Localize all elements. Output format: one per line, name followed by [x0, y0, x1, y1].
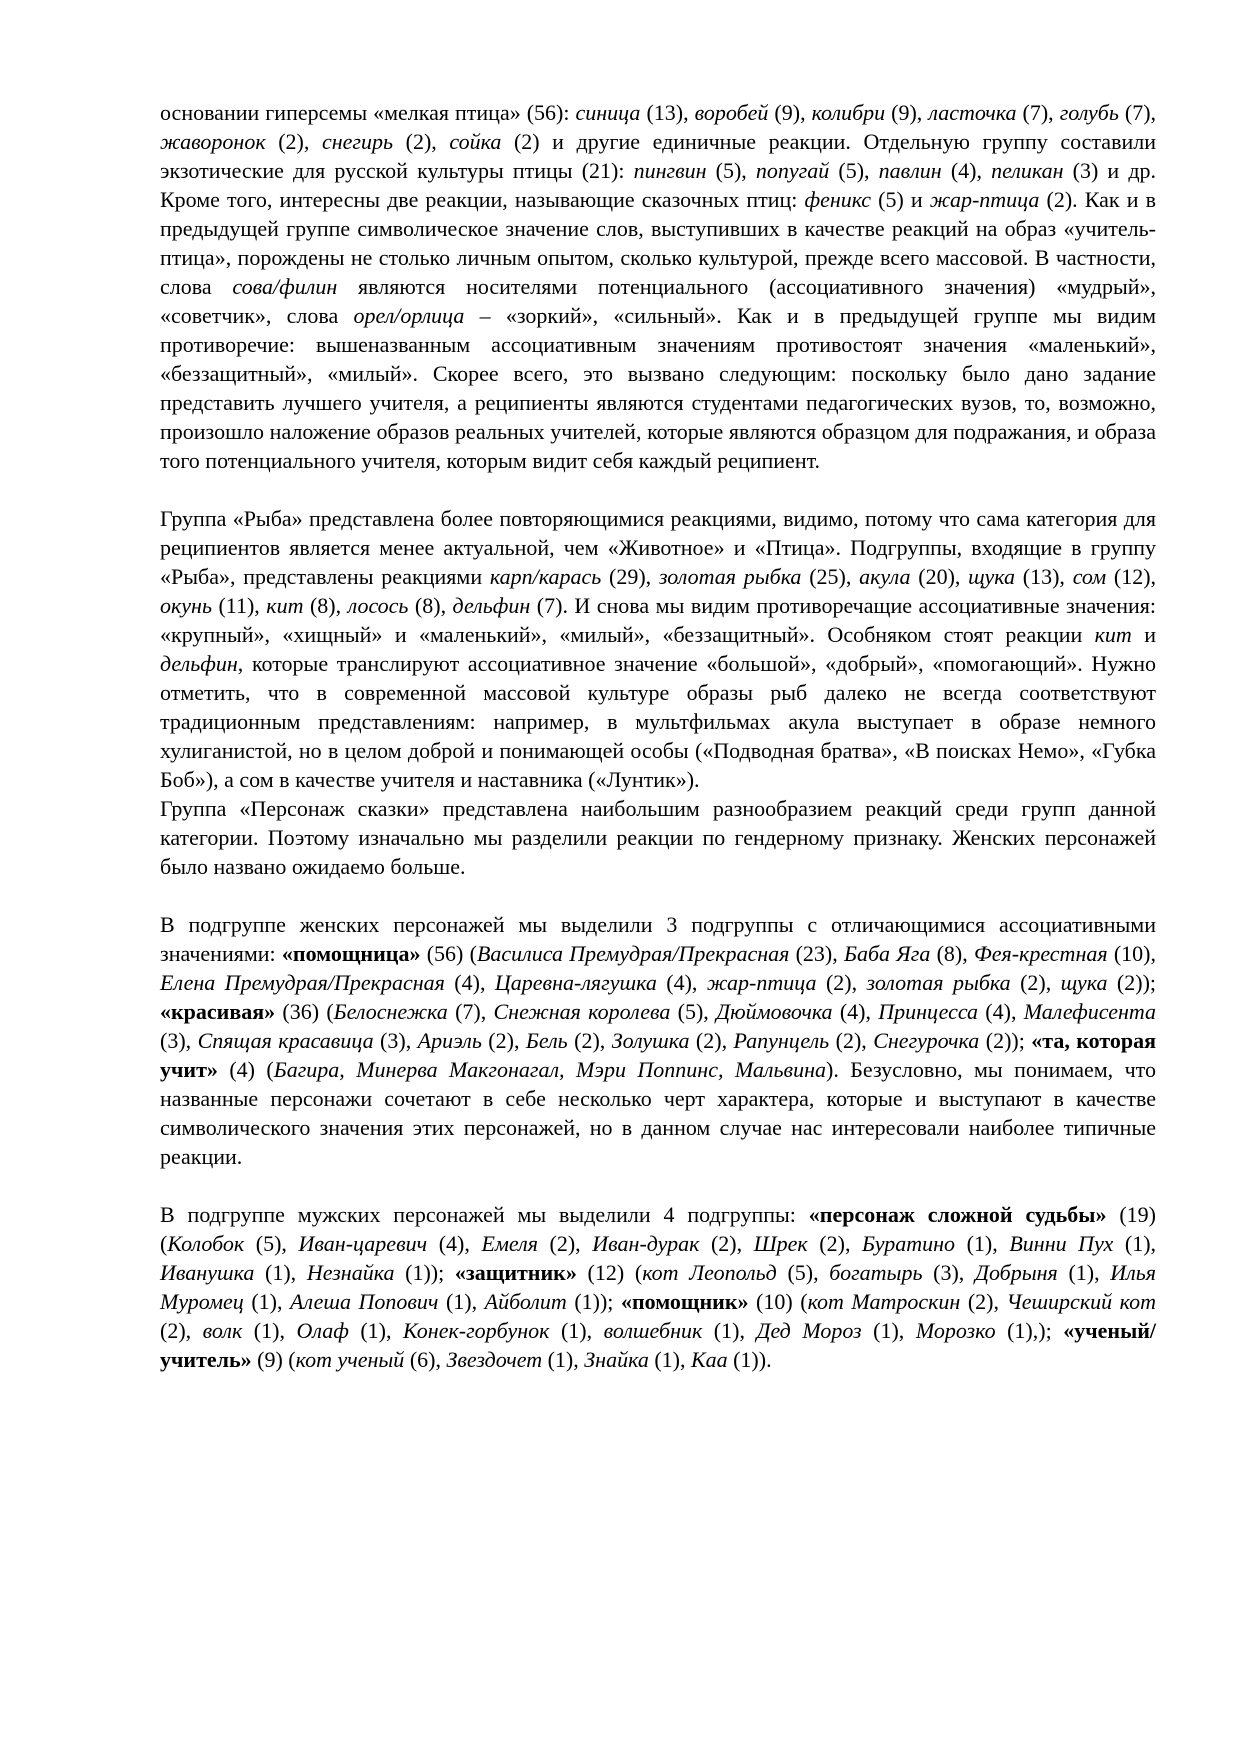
text-run: Винни Пух [1009, 1231, 1114, 1256]
text-run: основании гиперсемы «мелкая птица» (56): [160, 100, 576, 125]
text-run: (3), [160, 1028, 198, 1053]
paragraph [160, 98, 1156, 475]
text-run: Звездочет [446, 1347, 543, 1372]
text-run: (2), [689, 1028, 734, 1053]
text-run: (4), [941, 158, 992, 183]
text-run: щука [1060, 970, 1108, 995]
paragraph [160, 910, 1156, 1171]
text-run: Шрек [753, 1231, 808, 1256]
text-run: Ариэль [417, 1028, 482, 1053]
text-run: Айболит [484, 1289, 567, 1314]
text-run: В подгруппе мужских персонажей мы выделили 4 подгруппы: [160, 1202, 809, 1227]
text-run: Каа [690, 1347, 728, 1372]
text-run: (4), [427, 1231, 482, 1256]
text-run: (1), [702, 1318, 757, 1343]
text-run: Спящая красавица [197, 1028, 374, 1053]
text-run: (8), [930, 941, 975, 966]
text-run: (2), [481, 1028, 526, 1053]
text-run: (13), [1015, 564, 1073, 589]
text-run: (5), [670, 999, 717, 1024]
text-run: голубь [1059, 100, 1119, 125]
text-run: (1)); [394, 1260, 455, 1285]
text-run: Дюймовочка [716, 999, 833, 1024]
text-run: Олаф [296, 1318, 349, 1343]
text-run: (1)); [566, 1289, 621, 1314]
text-run: «помощник» [620, 1289, 749, 1314]
text-run: Снегурочка [873, 1028, 980, 1053]
text-run: (2), [1010, 970, 1061, 995]
text-run: акула [859, 564, 911, 589]
text-run: (2), [160, 1318, 203, 1343]
text-run: жар-птица [929, 187, 1040, 212]
text-run: В подгруппе женских персонажей мы выделили 3 подгруппы с отличающимися ассоциативными значениями: [160, 912, 1156, 966]
text-run: Чеширский кот [1006, 1289, 1156, 1314]
text-run: Незнайка [306, 1260, 395, 1285]
text-run: (1), [955, 1231, 1010, 1256]
text-run: (5), [244, 1231, 299, 1256]
text-run: (3) и др. Кроме того, интересны две реакции, называющие сказочных птиц: [160, 158, 1157, 212]
text-run: жаворонок [160, 129, 266, 154]
text-run: кот Леопольд [642, 1260, 777, 1285]
text-run: волшебник [603, 1318, 703, 1343]
text-run: (3), [922, 1260, 975, 1285]
text-run: (2), [807, 1231, 863, 1256]
text-run: (8), [303, 593, 348, 618]
text-run: феникс [804, 187, 872, 212]
document-body [160, 98, 1156, 1374]
text-run: (2), [816, 970, 867, 995]
text-run: попугай [755, 158, 830, 183]
text-run: (3), [373, 1028, 418, 1053]
text-run: «красивая» [160, 999, 276, 1024]
text-run: Буратино [862, 1231, 956, 1256]
text-run: колибри [811, 100, 886, 125]
text-run: (23), [789, 941, 845, 966]
text-run: «та, которая учит» [160, 1028, 1157, 1082]
text-run: Иван-царевич [298, 1231, 428, 1256]
text-run: Алеша Попович [290, 1289, 439, 1314]
text-run: (6), [404, 1347, 447, 1372]
text-run: синица [575, 100, 641, 125]
text-run: Группа «Персонаж сказки» представлена наибольшим разнообразием реакций среди групп данной категории. Поэтому изначально мы разделили реакции по гендерному признаку. Женских персонажей было названо ожидаемо больше. [160, 796, 1156, 879]
text-run: Царевна-лягушка [494, 970, 657, 995]
text-run: (12) ( [576, 1260, 643, 1285]
text-run: (5), [829, 158, 879, 183]
text-run: богатырь [829, 1260, 923, 1285]
text-run: (12), [1106, 564, 1157, 589]
text-run: (2), [829, 1028, 874, 1053]
text-run: павлин [878, 158, 942, 183]
text-run: (2), [537, 1231, 593, 1256]
text-run: Группа «Рыба» представлена более повторяющимися реакциями, видимо, потому что сама категория для реципиентов является менее актуальной, чем «Животное» и «Птица». Подгруппы, входящие в группу «Рыба», представлены реакциями [160, 506, 1156, 589]
text-run: (7). И снова мы видим противоречащие ассоциативные значения: «крупный», «хищный» и «маленький», «милый», «беззащитный». Особняком стоят реакции [160, 593, 1157, 647]
text-run: (56) ( [420, 941, 477, 966]
text-run: Рапунцель [733, 1028, 830, 1053]
text-run: (13), [640, 100, 695, 125]
paragraph [160, 504, 1156, 794]
text-run: (1), [1057, 1260, 1111, 1285]
text-run: Знайка [584, 1347, 649, 1372]
text-run: (1), [254, 1260, 307, 1285]
text-run: (1), [549, 1318, 604, 1343]
text-run: (4), [656, 970, 707, 995]
text-run: жар-птица [706, 970, 817, 995]
text-run: кот ученый [295, 1347, 405, 1372]
text-run: «защитник» [454, 1260, 577, 1285]
text-run: дельфин [452, 593, 531, 618]
text-run: Василиса Премудрая/Прекрасная [476, 941, 790, 966]
text-run: карп/карась [489, 564, 602, 589]
text-run: являются носителями потенциального (ассоциативного значения) «мудрый», «советчик», слова [160, 274, 1157, 328]
text-run: дельфин [160, 651, 238, 676]
text-run: (7), [1016, 100, 1060, 125]
text-run: (36) ( [275, 999, 334, 1024]
text-run: (2), [567, 1028, 612, 1053]
text-run: (1), [1113, 1231, 1157, 1256]
text-run: (2). Как и в предыдущей группе символическое значение слов, выступивших в качестве реакций на образ «учитель-птица», порождены не столько личным опытом, сколько культурой, прежде всего массовой. В частности, слова [160, 187, 1156, 299]
paragraph [160, 1200, 1156, 1374]
text-run: волк [202, 1318, 243, 1343]
text-run: Добрыня [974, 1260, 1058, 1285]
text-run: золотая рыбка [658, 564, 802, 589]
text-run: Багира, Минерва Макгонагал, Мэри Поппинс, Мальвина [273, 1057, 827, 1082]
text-run: воробей [694, 100, 769, 125]
text-run: (9), [885, 100, 929, 125]
text-run: (1), [648, 1347, 691, 1372]
text-run: (5), [776, 1260, 830, 1285]
text-run: пеликан [991, 158, 1064, 183]
text-run: (19) ( [160, 1202, 1157, 1256]
text-run: (7), [447, 999, 494, 1024]
text-run: Морозко [915, 1318, 996, 1343]
text-run: – «зоркий», «сильный». Как и в предыдущей группе мы видим противоречие: вышеназванным ассоциативным значениям противостоят значения «маленький», «беззащитный», «милый». Скорее всего, это вызвано следующим: поскольку было дано задание представить лучшего учителя, а реципиенты являются студентами педагогических вузов, то, возможно, произошло наложение образов реальных учителей, которые являются образцом для подражания, и образа того потенциального учителя, которым видит себя каждый реципиент. [160, 303, 1156, 473]
text-run: (1), [542, 1347, 585, 1372]
text-run: (5), [706, 158, 756, 183]
text-run: (2), [265, 129, 322, 154]
text-run: (2)); [1107, 970, 1157, 995]
text-run: (10), [1107, 941, 1156, 966]
text-run: окунь [160, 593, 212, 618]
text-run: лосось [347, 593, 409, 618]
text-run: (29), [601, 564, 659, 589]
text-run: золотая рыбка [866, 970, 1011, 995]
text-run: (1), [243, 1289, 290, 1314]
text-run: Золушка [611, 1028, 690, 1053]
text-run: (1), [348, 1318, 404, 1343]
text-run: (2) и другие единичные реакции. Отдельную группу составили экзотические для русской культуры птицы (21): [160, 129, 1156, 183]
text-run: Конек-горбунок [403, 1318, 550, 1343]
text-run: ). Безусловно, мы понимаем, что названные персонажи сочетают в себе несколько черт характера, которые и выступают в качестве символического значения этих персонажей, но в данном случае нас интересовали наиболее типичные реакции. [160, 1057, 1156, 1169]
text-run: (4), [978, 999, 1024, 1024]
text-run: (1),); [995, 1318, 1064, 1343]
text-run: (2), [699, 1231, 754, 1256]
text-run: Малефисента [1023, 999, 1157, 1024]
text-run: (1), [861, 1318, 916, 1343]
text-run: Принцесса [878, 999, 979, 1024]
text-run: «ученый/учитель» [160, 1318, 1157, 1372]
text-run: орел/орлица [353, 303, 465, 328]
text-run: (7), [1118, 100, 1157, 125]
text-run: кот Матроскин [807, 1289, 961, 1314]
text-run: (9), [768, 100, 812, 125]
text-run: (9) ( [251, 1347, 296, 1372]
text-run: (8), [408, 593, 453, 618]
text-run: кит [266, 593, 304, 618]
text-run: (5) и [871, 187, 930, 212]
text-run: Иванушка [160, 1260, 255, 1285]
text-run: пингвин [633, 158, 707, 183]
text-run: Фея-крестная [974, 941, 1108, 966]
text-run: (20), [910, 564, 969, 589]
text-run: (1), [242, 1318, 297, 1343]
text-run: Иван-дурак [592, 1231, 700, 1256]
text-run: (1)). [727, 1347, 772, 1372]
text-run: Баба Яга [844, 941, 931, 966]
text-run: сойка [449, 129, 502, 154]
text-run: снегирь [321, 129, 394, 154]
text-run: кит [1094, 622, 1132, 647]
text-run: (11), [211, 593, 267, 618]
text-run: щука [968, 564, 1015, 589]
text-run: Снежная королева [493, 999, 671, 1024]
text-run: ласточка [928, 100, 1017, 125]
text-run: (2), [393, 129, 450, 154]
text-run: (10) ( [748, 1289, 808, 1314]
text-run: «помощница» [281, 941, 421, 966]
text-run: (1), [438, 1289, 485, 1314]
text-run: (2), [960, 1289, 1007, 1314]
text-run: Дед Мороз [756, 1318, 862, 1343]
text-run: Белоснежка [333, 999, 448, 1024]
text-run: (4) ( [217, 1057, 274, 1082]
paragraph [160, 794, 1156, 881]
text-run: (2)); [979, 1028, 1032, 1053]
text-run: (4), [832, 999, 879, 1024]
text-run: и [1131, 622, 1156, 647]
text-run: Елена Премудрая/Прекрасная [160, 970, 445, 995]
text-run: Емеля [481, 1231, 538, 1256]
text-run: сом [1072, 564, 1107, 589]
text-run: «персонаж сложной судьбы» [808, 1202, 1107, 1227]
text-run: , которые транслируют ассоциативное значение «большой», «добрый», «помогающий». Нужно отметить, что в современной массовой культуре образы рыб далеко не всегда соответствуют традиционным представлениям: например, в мультфильмах акула выступает в образе немного хулиганистой, но в целом доброй и понимающей особы («Подводная братва», «В поисках Немо», «Губка Боб»), а сом в качестве учителя и наставника («Лунтик»). [160, 651, 1156, 792]
text-run: Илья Муромец [160, 1260, 1157, 1314]
text-run: Бель [525, 1028, 568, 1053]
text-run: (25), [801, 564, 860, 589]
text-run: (4), [444, 970, 495, 995]
text-run: Колобок [167, 1231, 245, 1256]
text-run: сова/филин [232, 274, 338, 299]
